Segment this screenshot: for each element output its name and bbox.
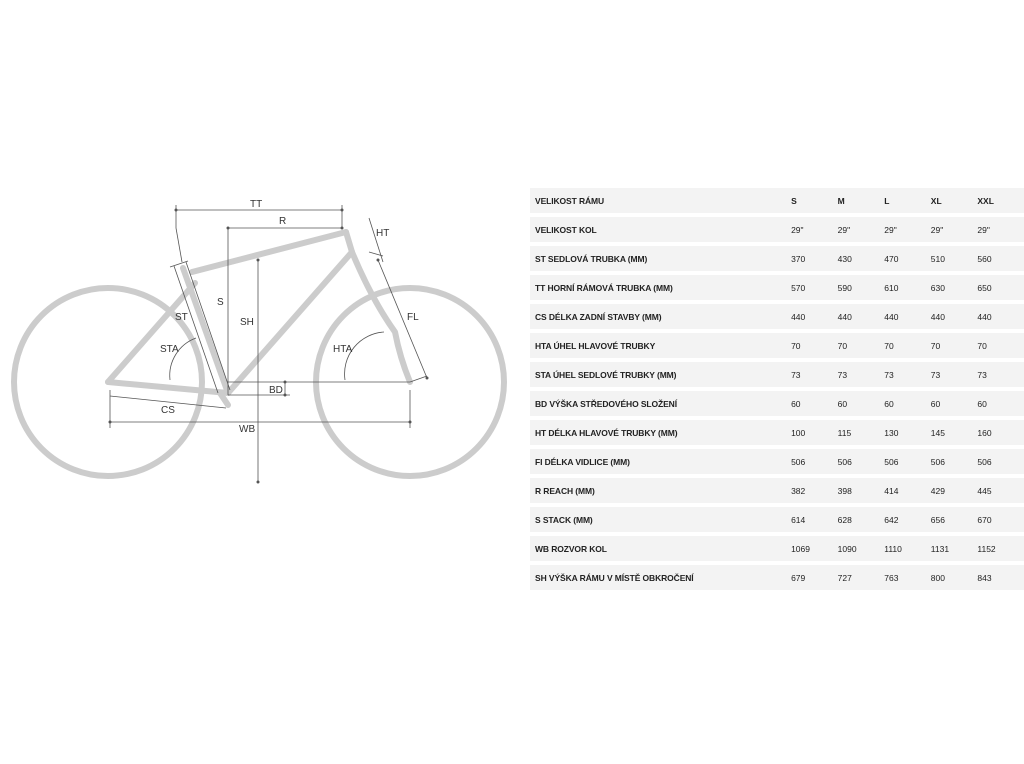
row-value: 1152 <box>977 536 1024 561</box>
label-st: ST <box>175 312 188 323</box>
row-value: 506 <box>838 449 885 474</box>
row-value: 570 <box>791 275 838 300</box>
row-value: 145 <box>931 420 978 445</box>
row-value: 610 <box>884 275 931 300</box>
label-sh: SH <box>240 317 254 328</box>
frame <box>108 232 410 405</box>
row-value: 590 <box>838 275 885 300</box>
table-row <box>530 536 1024 561</box>
header-size: M <box>838 188 885 213</box>
row-value: 440 <box>931 304 978 329</box>
row-value: 1131 <box>931 536 978 561</box>
row-value: 560 <box>977 246 1024 271</box>
row-value: 670 <box>977 507 1024 532</box>
row-label: VELIKOST KOL <box>530 217 791 242</box>
table-row <box>530 478 1024 503</box>
row-value: 506 <box>931 449 978 474</box>
row-value: 70 <box>884 333 931 358</box>
table-row <box>530 275 1024 300</box>
row-value: 73 <box>977 362 1024 387</box>
row-value: 29" <box>884 217 931 242</box>
label-bd: BD <box>269 385 283 396</box>
row-label: STA ÚHEL SEDLOVÉ TRUBKY (MM) <box>530 362 791 387</box>
row-value: 727 <box>838 565 885 590</box>
table-row <box>530 449 1024 474</box>
row-value: 628 <box>838 507 885 532</box>
label-ht: HT <box>376 228 390 239</box>
row-value: 440 <box>977 304 1024 329</box>
row-value: 29" <box>791 217 838 242</box>
row-value: 1090 <box>838 536 885 561</box>
row-value: 414 <box>884 478 931 503</box>
row-value: 506 <box>791 449 838 474</box>
row-value: 679 <box>791 565 838 590</box>
row-value: 1069 <box>791 536 838 561</box>
row-value: 382 <box>791 478 838 503</box>
row-value: 506 <box>977 449 1024 474</box>
row-value: 60 <box>977 391 1024 416</box>
row-value: 73 <box>791 362 838 387</box>
row-value: 440 <box>791 304 838 329</box>
table-header-row <box>530 188 1024 213</box>
row-value: 73 <box>838 362 885 387</box>
row-value: 70 <box>838 333 885 358</box>
row-value: 60 <box>884 391 931 416</box>
row-value: 60 <box>931 391 978 416</box>
row-value: 60 <box>838 391 885 416</box>
row-label: ST SEDLOVÁ TRUBKA (MM) <box>530 246 791 271</box>
row-value: 100 <box>791 420 838 445</box>
row-value: 430 <box>838 246 885 271</box>
table-row <box>530 362 1024 387</box>
row-value: 510 <box>931 246 978 271</box>
table-row <box>530 507 1024 532</box>
row-label: SH VÝŠKA RÁMU V MÍSTĚ OBKROČENÍ <box>530 565 791 590</box>
row-value: 115 <box>838 420 885 445</box>
row-value: 429 <box>931 478 978 503</box>
row-value: 614 <box>791 507 838 532</box>
label-hta: HTA <box>333 344 353 355</box>
row-value: 370 <box>791 246 838 271</box>
row-label: WB ROZVOR KOL <box>530 536 791 561</box>
row-label: HT DÉLKA HLAVOVÉ TRUBKY (MM) <box>530 420 791 445</box>
label-r: R <box>279 216 287 227</box>
table-row <box>530 391 1024 416</box>
row-value: 130 <box>884 420 931 445</box>
row-value: 656 <box>931 507 978 532</box>
table-row <box>530 304 1024 329</box>
row-value: 763 <box>884 565 931 590</box>
table-row <box>530 333 1024 358</box>
row-value: 70 <box>931 333 978 358</box>
row-value: 398 <box>838 478 885 503</box>
label-tt: TT <box>250 199 263 210</box>
row-label: HTA ÚHEL HLAVOVÉ TRUBKY <box>530 333 791 358</box>
row-value: 440 <box>838 304 885 329</box>
row-value: 800 <box>931 565 978 590</box>
row-label: BD VÝŠKA STŘEDOVÉHO SLOŽENÍ <box>530 391 791 416</box>
row-value: 506 <box>884 449 931 474</box>
label-fl: FL <box>407 312 419 323</box>
row-value: 29" <box>931 217 978 242</box>
header-label: VELIKOST RÁMU <box>530 188 791 213</box>
row-label: R REACH (MM) <box>530 478 791 503</box>
header-size: XL <box>931 188 978 213</box>
label-s: S <box>217 297 224 308</box>
row-label: S STACK (MM) <box>530 507 791 532</box>
table-row <box>530 565 1024 590</box>
row-value: 843 <box>977 565 1024 590</box>
label-sta: STA <box>160 344 179 355</box>
header-size: S <box>791 188 838 213</box>
row-value: 73 <box>931 362 978 387</box>
header-size: L <box>884 188 931 213</box>
label-cs: CS <box>161 405 175 416</box>
table-row <box>530 217 1024 242</box>
row-label: TT HORNÍ RÁMOVÁ TRUBKA (MM) <box>530 275 791 300</box>
row-value: 470 <box>884 246 931 271</box>
row-value: 440 <box>884 304 931 329</box>
row-value: 650 <box>977 275 1024 300</box>
row-value: 642 <box>884 507 931 532</box>
row-value: 29" <box>977 217 1024 242</box>
row-label: FI DÉLKA VIDLICE (MM) <box>530 449 791 474</box>
row-value: 1110 <box>884 536 931 561</box>
row-label: CS DÉLKA ZADNÍ STAVBY (MM) <box>530 304 791 329</box>
label-wb: WB <box>239 424 256 435</box>
row-value: 60 <box>791 391 838 416</box>
row-value: 445 <box>977 478 1024 503</box>
row-value: 70 <box>791 333 838 358</box>
geometry-table <box>530 184 1024 594</box>
row-value: 160 <box>977 420 1024 445</box>
row-value: 630 <box>931 275 978 300</box>
row-value: 70 <box>977 333 1024 358</box>
row-value: 73 <box>884 362 931 387</box>
table-row <box>530 246 1024 271</box>
row-value: 29" <box>838 217 885 242</box>
table-row <box>530 420 1024 445</box>
header-size: XXL <box>977 188 1024 213</box>
